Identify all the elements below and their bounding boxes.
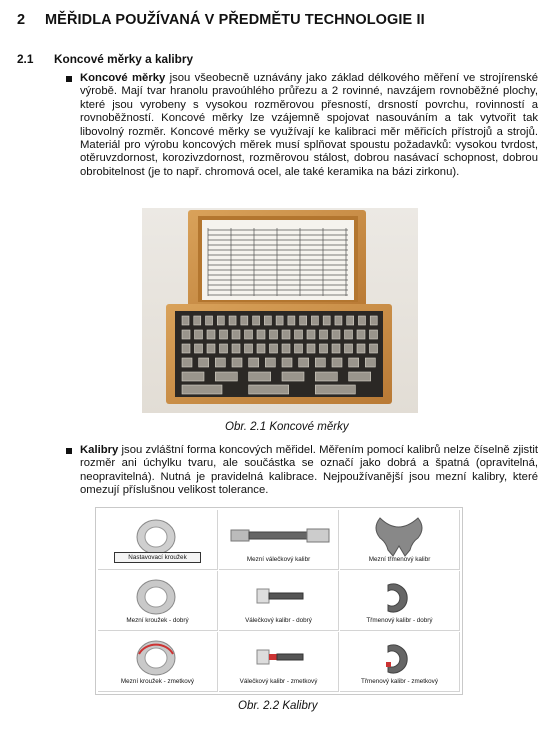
- limit-plug-gauge-icon: [231, 529, 329, 542]
- gauge-cell: [340, 510, 460, 570]
- section-heading: [17, 52, 193, 66]
- gauge-cell: [219, 571, 339, 631]
- bullet-marker: [66, 76, 72, 82]
- figure-2-caption: Obr. 2.2 Kalibry: [238, 700, 318, 712]
- gauge-label: Válečkový kalibr - dobrý: [245, 617, 312, 624]
- gauges-text: jsou zvláštní forma koncových měřidel. Měřením pomocí kalibrů nelze číselně zjistit rozměr ani úchylku tvaru, ale součástka se označí jako dobrá a špatná (opravitelná, neopravitelná). Nutná je pravidelná kalibrace. Nejpoužívanější jsou mezní kalibry, které omezují příslušnou velikost tolerance.: [80, 444, 538, 497]
- gauge-cell: [219, 510, 339, 570]
- gauges-paragraph: [80, 444, 538, 498]
- gauge-label: Válečkový kalibr - zmetkový: [239, 678, 318, 685]
- gauge-cell: [219, 632, 339, 692]
- gauge-blocks-paragraph: [80, 72, 538, 179]
- snap-gauge-go-icon: [388, 584, 407, 612]
- gauges-term: Kalibry: [80, 444, 119, 456]
- gauge-label: Mezní kroužek - zmetkový: [120, 678, 195, 685]
- plug-gauge-go-icon: [257, 589, 303, 603]
- snap-gauge-nogo-icon: [386, 645, 407, 673]
- plug-gauge-nogo-icon: [257, 650, 303, 664]
- gauge-blocks-text: jsou všeobecně uznávány jako základ délkového měření ve strojírenské výrobě. Mají tvar hranolu pravoúhlého průřezu a 2 rovinné, navzájem rovnoběžné plochy, které jsou vyrobeny s vysokou rozměrovou přesností, drsností povrchu, rovinností a rovnoběžností. Koncové měrky lze vzájemně spojovat nasouváním a tak vytvořit tak libovolný rozměr. Koncové měrky se využívají ke kalibraci měr měřicích přístrojů a strojů. Materiál pro výrobu koncových měrek musí splňovat spoustu požadavků: vysokou tvrdost, otěruvzdornost, korozivzdornost, rozměrovou stálost, dobrou nasávací schopnost, dobrou obrobitelnost (je to např. chromová ocel, ale také keramika na bázi zirkonu).: [80, 72, 538, 178]
- chapter-number: 2: [17, 12, 26, 28]
- figure-1-caption: Obr. 2.1 Koncové měrky: [225, 421, 349, 433]
- gauge-block-set-photo: [142, 208, 418, 413]
- gauge-label: Třmenový kalibr - dobrý: [366, 617, 433, 624]
- gauge-label: Mezní válečkový kalibr: [246, 556, 311, 563]
- bullet-marker: [66, 448, 72, 454]
- gauge-label: Mezní kroužek - dobrý: [126, 617, 189, 624]
- limit-snap-gauge-icon: [376, 518, 422, 556]
- section-number: 2.1: [17, 52, 34, 66]
- chapter-heading: [17, 12, 425, 28]
- gauge-cell: [340, 571, 460, 631]
- gauge-cell: [340, 632, 460, 692]
- setting-ring-icon: [137, 520, 175, 554]
- gauge-cell: [98, 510, 218, 570]
- gauge-blocks-term: Koncové měrky: [80, 72, 166, 84]
- gauge-label: Třmenový kalibr - zmetkový: [361, 678, 438, 685]
- section-title: Koncové měrky a kalibry: [54, 52, 194, 66]
- gauges-figure: [95, 507, 463, 695]
- gauge-label: Mezní třmenový kalibr: [368, 556, 431, 563]
- ring-gauge-nogo-icon: [137, 641, 175, 675]
- gauge-label: Nastavovací kroužek: [114, 552, 201, 563]
- ring-gauge-go-icon: [137, 580, 175, 614]
- chapter-title: MĚŘIDLA POUŽÍVANÁ V PŘEDMĚTU TECHNOLOGIE II: [45, 12, 425, 28]
- gauge-cell: [98, 632, 218, 692]
- gauge-cell: [98, 571, 218, 631]
